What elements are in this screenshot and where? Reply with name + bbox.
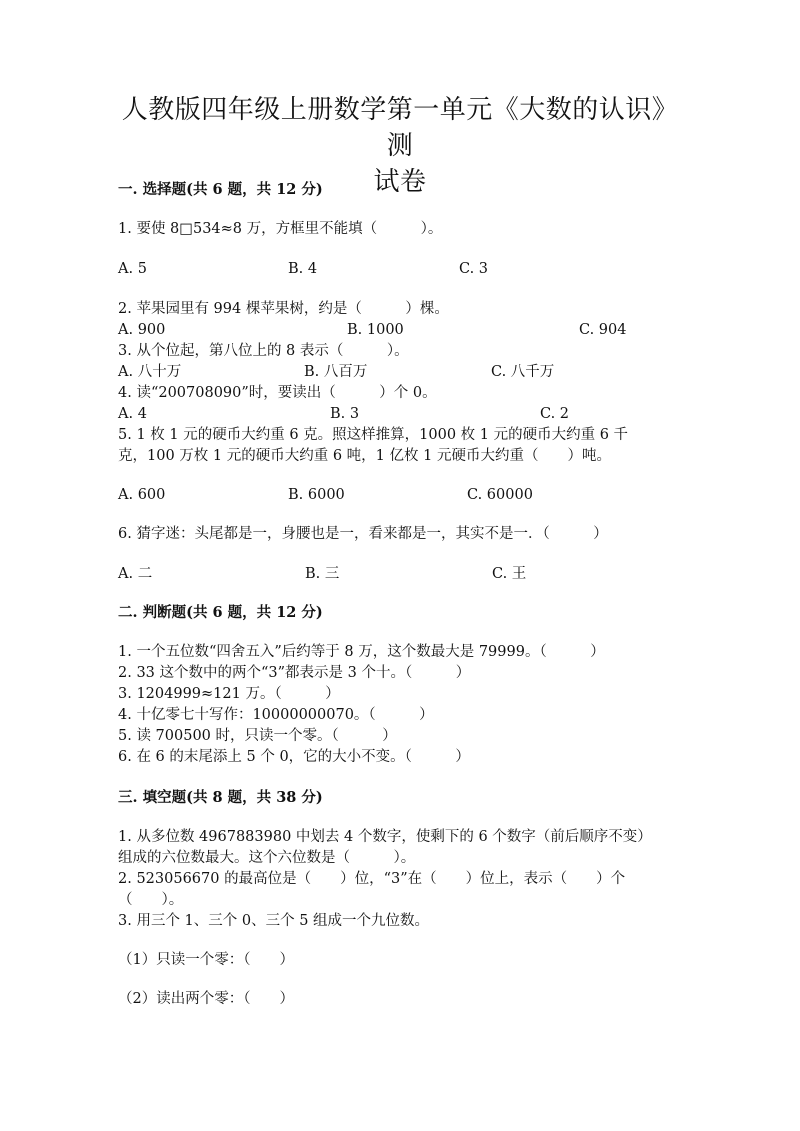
title-line-1: 人教版四年级上册数学第一单元《大数的认识》测 xyxy=(121,95,679,161)
option-b: B. 6000 xyxy=(288,487,345,503)
title-line-2: 试卷 xyxy=(373,167,427,197)
section-heading-fill: 三. 填空题(共 8 题，共 38 分) xyxy=(118,789,323,806)
option-a: A. 二 xyxy=(118,566,153,582)
fill-item: 2. 523056670 的最高位是（ ）位，“3”在（ ）位上，表示（ ）个 xyxy=(118,871,626,887)
judge-item: 2. 33 这个数中的两个“3”都表示是 3 个十。（ ） xyxy=(118,665,471,681)
question-stem-line-1: 5. 1 枚 1 元的硬币大约重 6 克。照这样推算，1000 枚 1 元的硬币大约重 6 千 xyxy=(118,427,629,443)
option-b: B. 八百万 xyxy=(304,364,368,380)
section-heading-choice: 一. 选择题(共 6 题，共 12 分) xyxy=(118,181,323,198)
fill-item: 组成的六位数最大。这个六位数是（ ）。 xyxy=(118,850,416,866)
judge-item: 3. 1204999≈121 万。（ ） xyxy=(118,686,340,702)
option-c: C. 60000 xyxy=(467,487,533,503)
judge-item: 4. 十亿零七十写作：10000000070。（ ） xyxy=(118,707,434,723)
question-stem: 3. 从个位起，第八位上的 8 表示（ ）。 xyxy=(118,343,409,359)
option-b: B. 三 xyxy=(305,566,340,582)
option-a: A. 5 xyxy=(118,261,147,277)
option-c: C. 2 xyxy=(540,406,570,422)
judge-item: 6. 在 6 的末尾添上 5 个 0，它的大小不变。（ ） xyxy=(118,749,470,765)
option-b: B. 3 xyxy=(330,406,360,422)
option-a: A. 八十万 xyxy=(118,364,182,380)
option-a: A. 4 xyxy=(118,406,147,422)
option-c: C. 八千万 xyxy=(491,364,555,380)
fill-item: （1）只读一个零：（ ） xyxy=(118,952,294,968)
fill-item: 3. 用三个 1、三个 0、三个 5 组成一个九位数。 xyxy=(118,913,430,929)
judge-item: 5. 读 700500 时，只读一个零。（ ） xyxy=(118,728,397,744)
question-stem: 2. 苹果园里有 994 棵苹果树，约是（ ）棵。 xyxy=(118,301,449,317)
option-a: A. 600 xyxy=(118,487,166,503)
option-c: C. 904 xyxy=(579,322,627,338)
option-b: B. 4 xyxy=(288,261,318,277)
option-b: B. 1000 xyxy=(347,322,404,338)
section-heading-judge: 二. 判断题(共 6 题，共 12 分) xyxy=(118,604,323,621)
fill-item: （2）读出两个零：（ ） xyxy=(118,991,294,1007)
option-c: C. 3 xyxy=(459,261,489,277)
option-a: A. 900 xyxy=(118,322,166,338)
fill-item: 1. 从多位数 4967883980 中划去 4 个数字，使剩下的 6 个数字（前后顺序不变） xyxy=(118,829,652,845)
question-stem: 1. 要使 8□534≈8 万，方框里不能填（ ）。 xyxy=(118,221,443,237)
option-c: C. 王 xyxy=(492,566,527,582)
question-stem-line-2: 克，100 万枚 1 元的硬币大约重 6 吨，1 亿枚 1 元硬币大约重（ ）吨。 xyxy=(118,448,611,464)
judge-item: 1. 一个五位数“四舍五入”后约等于 8 万，这个数最大是 79999。（ ） xyxy=(118,644,605,660)
fill-item: （ ）。 xyxy=(118,892,184,908)
question-stem: 6. 猜字迷：头尾都是一，身腰也是一，看来都是一，其实不是一．（ ） xyxy=(118,526,608,542)
question-stem: 4. 读“200708090”时，要读出（ ）个 0。 xyxy=(118,385,437,401)
